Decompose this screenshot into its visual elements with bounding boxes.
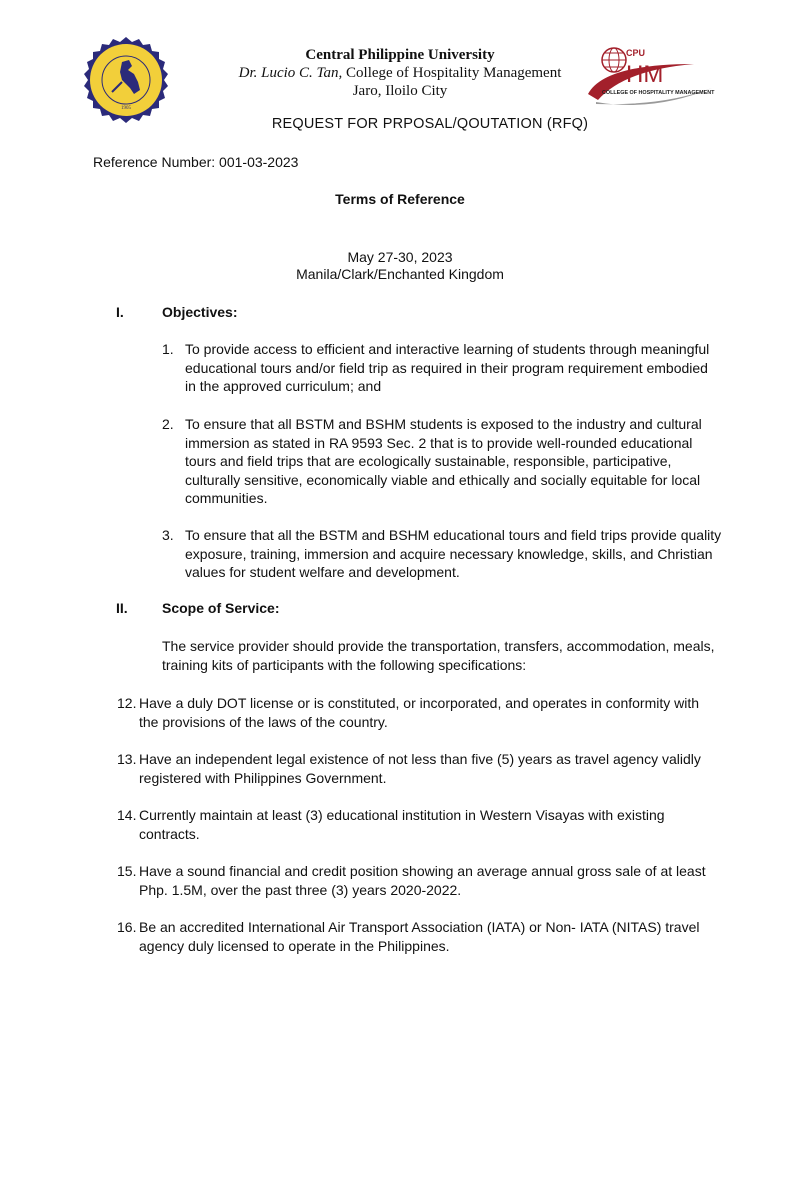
seal-icon [82, 36, 170, 124]
event-location: Manila/Clark/Enchanted Kingdom [296, 266, 504, 282]
university-city: Jaro, Iloilo City [352, 83, 448, 99]
rfq-title: REQUEST FOR PRPOSAL/QOUTATION (RFQ) [271, 116, 589, 132]
hm-logo-icon [584, 44, 718, 114]
spec-number: 13. [117, 751, 137, 767]
college-name-italic: Dr. Lucio C. Tan, [238, 65, 343, 81]
university-seal [82, 36, 170, 124]
logo-cpu-label: CPU [626, 48, 646, 58]
scope-intro: The service provider should provide the transportation, transfers, accommodation, meals, training kits of participants with the following specifications: [162, 638, 715, 673]
specification-item [117, 694, 717, 731]
objective-text: To ensure that all the BSTM and BSHM educational tours and field trips provide quality exposure, training, immersion and acquire necessary knowledge, skills, and Christian values for student welfare and development. [185, 527, 722, 580]
college-name [220, 64, 580, 82]
objective-number: 3. [162, 527, 174, 543]
specification-item [117, 806, 717, 843]
section-number-2: II. [116, 600, 128, 616]
event-date: May 27-30, 2023 [347, 249, 453, 265]
objective-item [162, 415, 722, 508]
spec-text: Have a duly DOT license or is constituted, or incorporated, and operates in conformity with the provisions of the laws of the country. [139, 695, 700, 730]
spec-text: Have a sound financial and credit position showing an average annual gross sale of at least Php. 1.5M, over the past three (3) years 2020-2022. [139, 863, 706, 898]
college-name-rest: College of Hospitality Management [342, 65, 562, 81]
objective-item [162, 340, 722, 396]
specification-item [117, 918, 717, 955]
spec-number: 16. [117, 919, 137, 935]
objective-text: To ensure that all BSTM and BSHM students is exposed to the industry and cultural immersion as stated in RA 9593 Sec. 2 that is to provide well-rounded educational tours and field trips that are ecologically sustainable, responsible, participative, culturally sensitive, economically viable and ethically and socially equitable for local communities. [185, 416, 702, 506]
spec-number: 14. [117, 807, 137, 823]
reference-number: Reference Number: 001-03-2023 [93, 154, 299, 170]
logo-caption: COLLEGE OF HOSPITALITY MANAGEMENT [602, 90, 715, 96]
spec-number: 15. [117, 863, 137, 879]
objective-number: 2. [162, 416, 174, 432]
spec-text: Currently maintain at least (3) educational institution in Western Visayas with existing contracts. [139, 807, 665, 842]
section-number-1: I. [116, 304, 124, 320]
spec-text: Have an independent legal existence of not less than five (5) years as travel agency validly registered with Philippines Government. [139, 751, 701, 786]
terms-heading: Terms of Reference [335, 191, 465, 207]
section-title-scope: Scope of Service: [162, 600, 280, 616]
spec-number: 12. [117, 695, 137, 711]
objective-item [162, 526, 722, 582]
spec-text: Be an accredited International Air Transport Association (IATA) or Non- IATA (NITAS) travel agency duly licensed to operate in the Philippines. [139, 919, 700, 954]
objective-text: To provide access to efficient and interactive learning of students through meaningful educational tours and/or field trip as required in their program requirement embodied in the approved curriculum; and [185, 341, 710, 394]
college-logo [584, 44, 718, 114]
seal-year: 1905 [121, 106, 131, 111]
logo-mark: HM [626, 61, 664, 88]
objective-number: 1. [162, 341, 174, 357]
section-title-objectives: Objectives: [162, 304, 238, 320]
university-name: Central Philippine University [305, 47, 495, 63]
specification-item [117, 862, 717, 899]
specification-item [117, 750, 717, 787]
